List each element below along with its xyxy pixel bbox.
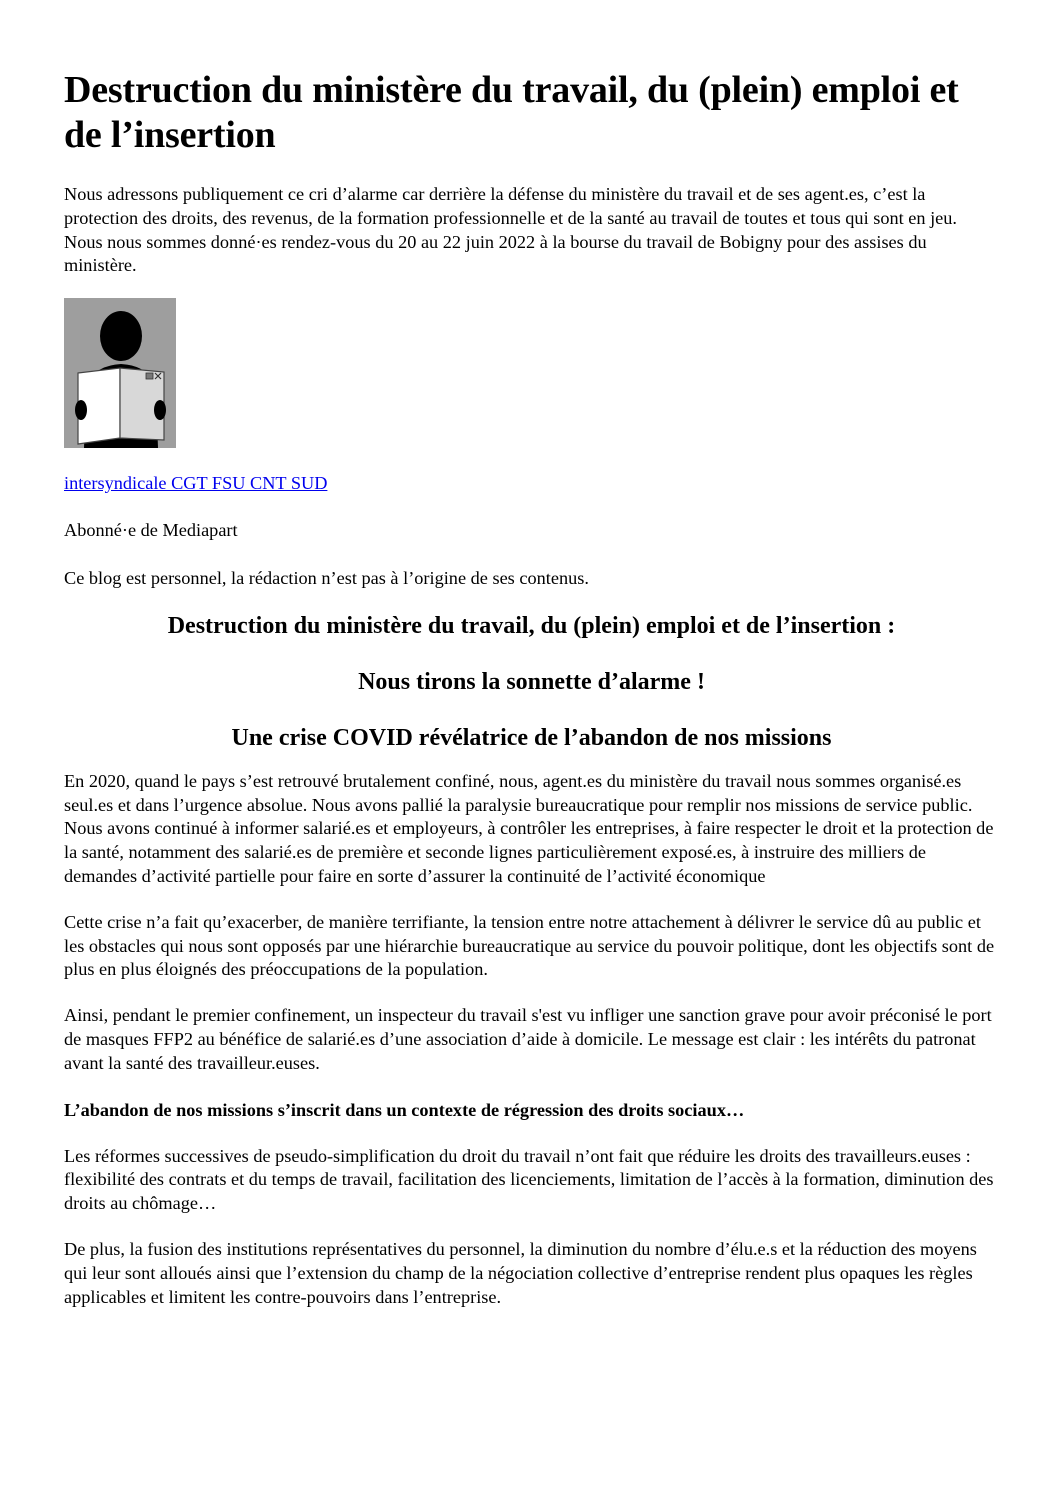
paragraph: Ainsi, pendant le premier confinement, un inspecteur du travail s'est vu infliger une sanction grave pour avoir préconisé le port de masques FFP2 au bénéfice de salarié.es d’une association d’aide à domicile. Le message est clair : les intérêts du patronat avant la santé des travailleur.euses.: [64, 1005, 992, 1073]
paragraph: Les réformes successives de pseudo-simplification du droit du travail n’ont fait que réduire les droits des travailleurs.euses : flexibilité des contrats et du temps de travail, facilitation des licenciements, limitation de l’accès à la formation, diminution des droits au chômage…: [64, 1145, 994, 1214]
article: [64, 68, 999, 1331]
author-link[interactable]: intersyndicale CGT FSU CNT SUD: [64, 473, 328, 494]
blog-disclaimer: Ce blog est personnel, la rédaction n’est pas à l’origine de ses contenus.: [64, 567, 589, 588]
page-title: Destruction du ministère du travail, du (plein) emploi et de l’insertion: [64, 69, 959, 156]
intro-paragraph: Nous adressons publiquement ce cri d’alarme car derrière la défense du ministère du travail et de ses agent.es, c’est la protection des droits, des revenus, de la formation professionnelle et de la santé au travail de toutes et tous qui sont en jeu. Nous nous sommes donné·es rendez-vous du 20 au 22 juin 2022 à la bourse du travail de Bobigny pour des assises du ministère.: [64, 184, 957, 276]
paragraph: De plus, la fusion des institutions représentatives du personnel, la diminution du nombre d’élu.e.s et la réduction des moyens qui leur sont alloués ainsi que l’extension du champ de la négociation collective d’entreprise rendent plus opaques les règles applicables et limitent les contre-pouvoirs dans l’entreprise.: [64, 1238, 977, 1307]
section-heading-title: Destruction du ministère du travail, du (plein) emploi et de l’insertion :: [167, 612, 896, 639]
paragraph: Cette crise n’a fait qu’exacerber, de manière terrifiante, la tension entre notre attachement à délivrer le service dû au public et les obstacles qui nous sont opposés par une hiérarchie bureaucratique au service du pouvoir politique, dont les objectifs sont de plus en plus éloignés des préoccupations de la population.: [64, 911, 995, 980]
section-heading-covid: Une crise COVID révélatrice de l’abandon de nos missions: [231, 724, 832, 751]
subheading: L’abandon de nos missions s’inscrit dans un contexte de régression des droits sociaux…: [64, 1099, 745, 1120]
subscriber-label: Abonné·e de Mediapart: [64, 520, 238, 541]
section-heading-alarm: Nous tirons la sonnette d’alarme !: [358, 668, 705, 695]
person-reading-newspaper-icon: [64, 298, 176, 448]
paragraph: En 2020, quand le pays s’est retrouvé brutalement confiné, nous, agent.es du ministère du travail nous sommes organisé.es seul.es et dans l’urgence absolue. Nous avons pallié la paralysie bureaucratique pour remplir nos missions de service public. Nous avons continué à informer salarié.es et employeurs, à contrôler les entreprises, à faire respecter le droit et la protection de la santé, notamment des salarié.es de première et seconde lignes particulièrement exposé.es, à instruire des milliers de demandes d’activité partielle pour faire en sorte d’assurer la continuité de l’activité économique: [64, 770, 994, 886]
